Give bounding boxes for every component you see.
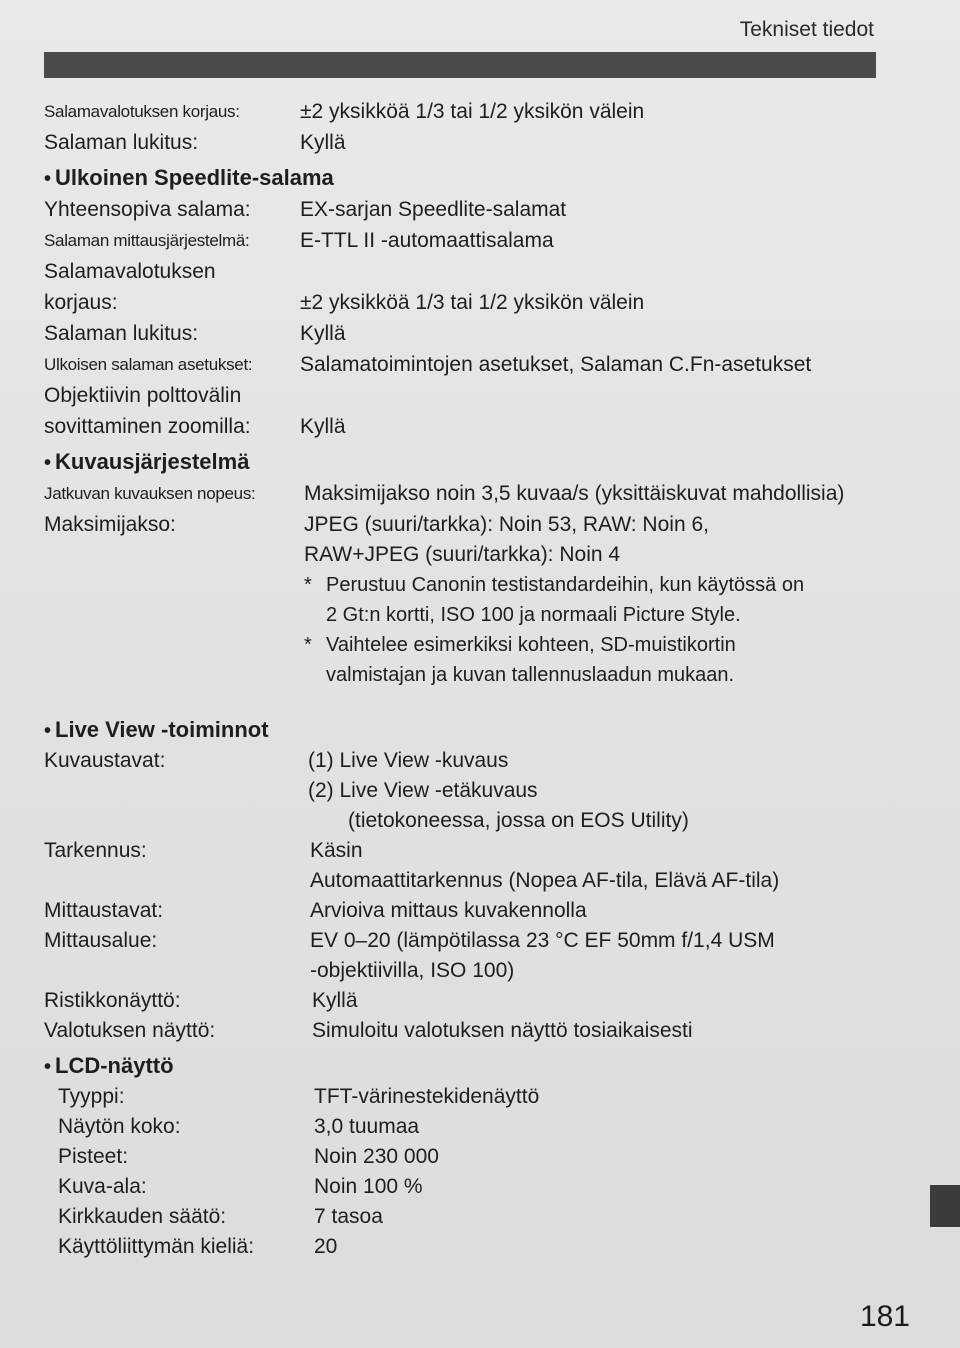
spec-value: Simuloitu valotuksen näyttö tosiaikaisesti	[312, 1019, 693, 1042]
spec-label: Valotuksen näyttö:	[44, 1019, 216, 1042]
spec-row	[44, 225, 904, 256]
page-number: 181	[859, 1300, 910, 1333]
spec-value: RAW+JPEG (suuri/tarkka): Noin 4	[304, 543, 621, 566]
spec-label: Mittaustavat:	[44, 899, 164, 922]
bullet-icon: •	[44, 1056, 52, 1078]
spec-label: Näytön koko:	[58, 1115, 181, 1138]
spec-value: Kyllä	[300, 131, 346, 154]
footnote-text: Perustuu Canonin testistandardeihin, kun käytössä on	[326, 574, 805, 596]
spec-row	[44, 1016, 904, 1046]
spec-row	[44, 127, 904, 158]
spec-value: 3,0 tuumaa	[314, 1115, 420, 1138]
spec-value: TFT-värinestekidenäyttö	[314, 1085, 540, 1108]
spec-value: (1) Live View -kuvaus	[308, 749, 509, 772]
spec-value: Kyllä	[300, 322, 346, 345]
spec-label: Salaman mittausjärjestelmä:	[44, 231, 250, 250]
spec-row	[44, 1082, 904, 1112]
spec-content	[44, 96, 904, 1262]
spec-label: Tarkennus:	[44, 839, 147, 862]
spec-value: Maksimijakso noin 3,5 kuvaa/s (yksittäiskuvat mahdollisia)	[304, 482, 845, 505]
spec-row	[44, 746, 904, 776]
spec-row	[44, 986, 904, 1016]
footnote	[44, 630, 904, 660]
section-heading-lcd: • LCD-näyttö	[44, 1053, 174, 1078]
spec-label: Objektiivin polttovälin	[44, 384, 242, 407]
spec-row	[44, 776, 904, 806]
spec-value: 7 tasoa	[314, 1205, 383, 1228]
spec-label: Käyttöliittymän kieliä:	[58, 1235, 255, 1258]
spec-label: Ulkoisen salaman asetukset:	[44, 355, 253, 374]
footnote-text: valmistajan ja kuvan tallennuslaadun mukaan.	[326, 664, 735, 686]
spec-row	[44, 194, 904, 225]
spec-value: 20	[314, 1235, 338, 1258]
spec-value: ±2 yksikköä 1/3 tai 1/2 yksikön välein	[300, 100, 645, 123]
spec-value: Noin 230 000	[314, 1145, 439, 1168]
spec-value: Arvioiva mittaus kuvakennolla	[310, 899, 587, 922]
spec-value: Automaattitarkennus (Nopea AF-tila, Elävä AF-tila)	[310, 869, 780, 892]
spec-row	[44, 318, 904, 349]
section-heading-drive: • Kuvausjärjestelmä	[44, 449, 250, 474]
spec-value: (2) Live View -etäkuvaus	[308, 779, 538, 802]
spec-value: EX-sarjan Speedlite-salamat	[300, 198, 567, 221]
spec-label: Ristikkonäyttö:	[44, 989, 181, 1012]
spec-row	[44, 411, 904, 442]
spec-row	[44, 1172, 904, 1202]
spec-row	[44, 956, 904, 986]
spec-label: Salamavalotuksen	[44, 260, 216, 283]
spec-row	[44, 926, 904, 956]
spec-label: korjaus:	[44, 291, 118, 314]
spec-label: Salaman lukitus:	[44, 322, 199, 345]
spec-label: Kuva-ala:	[58, 1175, 147, 1198]
footnote-star: *	[304, 574, 312, 596]
spec-value: Salamatoimintojen asetukset, Salaman C.Fn-asetukset	[300, 353, 812, 376]
spec-row	[44, 836, 904, 866]
footnote	[44, 600, 904, 630]
spec-value: Kyllä	[300, 415, 346, 438]
spec-value: (tietokoneessa, jossa on EOS Utility)	[348, 809, 689, 832]
spec-row	[44, 1142, 904, 1172]
section-heading-speedlite: • Ulkoinen Speedlite-salama	[44, 165, 334, 190]
spec-label: Mittausalue:	[44, 929, 158, 952]
spec-value: JPEG (suuri/tarkka): Noin 53, RAW: Noin 6,	[304, 513, 709, 536]
footnote-text: Vaihtelee esimerkiksi kohteen, SD-muistikortin	[326, 634, 736, 656]
section-heading-liveview: • Live View -toiminnot	[44, 717, 269, 742]
spec-row	[44, 1232, 904, 1262]
footnote	[44, 570, 904, 600]
spec-label: Jatkuvan kuvauksen nopeus:	[44, 484, 256, 503]
spec-row	[44, 1202, 904, 1232]
spec-value: EV 0–20 (lämpötilassa 23 °C EF 50mm f/1,4 USM	[310, 929, 775, 952]
spec-row	[44, 896, 904, 926]
spec-value: ±2 yksikköä 1/3 tai 1/2 yksikön välein	[300, 291, 645, 314]
spec-row	[44, 806, 904, 836]
spec-row	[44, 478, 904, 509]
spec-label: Kirkkauden säätö:	[58, 1205, 227, 1228]
spec-row	[44, 380, 904, 411]
spec-row	[44, 287, 904, 318]
spec-label: Salaman lukitus:	[44, 131, 199, 154]
footnote	[44, 660, 904, 690]
spec-row	[44, 96, 904, 127]
spec-label: Tyyppi:	[58, 1085, 125, 1108]
spec-row	[44, 540, 904, 570]
spec-label: sovittaminen zoomilla:	[44, 415, 251, 438]
spec-label: Yhteensopiva salama:	[44, 198, 251, 221]
spec-label: Kuvaustavat:	[44, 749, 166, 772]
side-thumb-tab	[930, 1185, 960, 1227]
spec-row	[44, 349, 904, 380]
spec-value: E-TTL II -automaattisalama	[300, 229, 554, 252]
spec-row	[44, 256, 904, 287]
bullet-icon: •	[44, 720, 52, 742]
footnote-text: 2 Gt:n kortti, ISO 100 ja normaali Picture Style.	[326, 604, 741, 626]
footnote-star: *	[304, 634, 312, 656]
spec-row	[44, 866, 904, 896]
spec-row	[44, 1112, 904, 1142]
spec-label: Pisteet:	[58, 1145, 129, 1168]
header-title: Tekniset tiedot	[739, 18, 874, 41]
bullet-icon: •	[44, 452, 52, 474]
spec-value: Kyllä	[312, 989, 358, 1012]
spec-value: Noin 100 %	[314, 1175, 423, 1198]
spec-value: Käsin	[310, 839, 363, 862]
spec-label: Maksimijakso:	[44, 513, 176, 536]
spec-label: Salamavalotuksen korjaus:	[44, 102, 240, 121]
header-bar	[44, 52, 876, 78]
bullet-icon: •	[44, 168, 52, 190]
spec-value: -objektiivilla, ISO 100)	[310, 959, 515, 982]
spec-row	[44, 509, 904, 540]
